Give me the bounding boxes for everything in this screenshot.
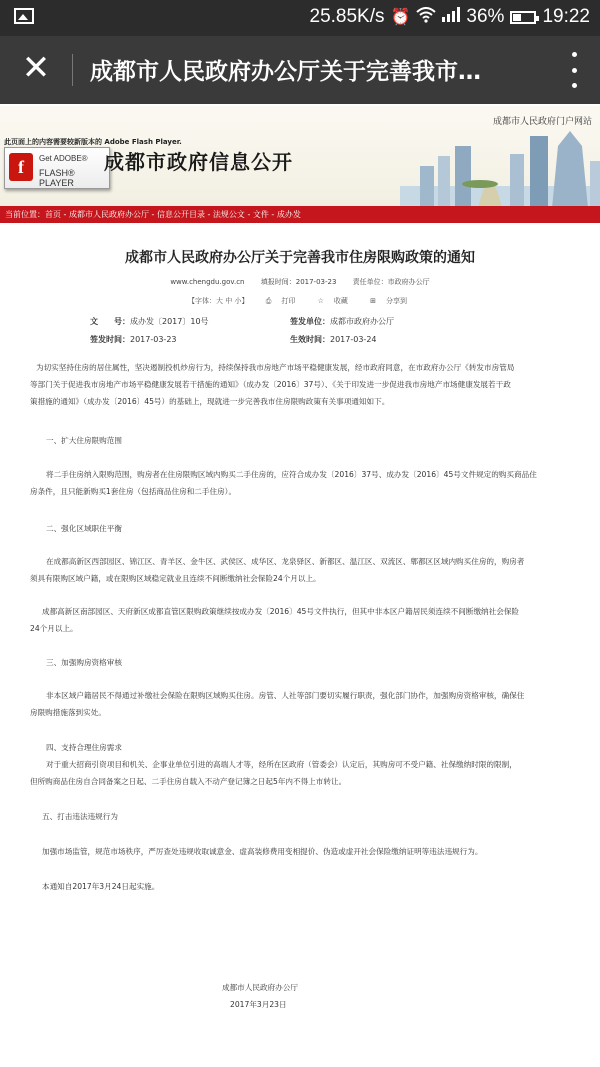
site-title: 成都市政府信息公开 — [104, 150, 293, 174]
body-line: 24个月以上。 — [30, 624, 78, 633]
fill-time: 填报时间：2017-03-23 — [260, 278, 337, 286]
issuer: 签发单位：成都市政府办公厅 — [290, 317, 394, 326]
body-line: 非本区域户籍居民不得通过补缴社会保险在限购区域购买住房。房管、人社等部门要切实履行职责，强化部门协作，加强购房资格审核，确保住 — [46, 691, 525, 700]
favorite-button[interactable] — [313, 297, 353, 305]
font-size-tool[interactable]: 【字体：大 中 小】 — [188, 297, 249, 305]
print-label: 打印 — [281, 297, 296, 305]
body-line: 但所购商品住房自合同备案之日起、二手住房自载入不动产登记簿之日起5年内不得上市转让。 — [30, 777, 347, 786]
get-flash-button[interactable] — [4, 147, 110, 189]
body-line: 对于重大招商引资项目和机关、企事业单位引进的高端人才等，经所在区政府（管委会）认定后，其购房可不受户籍、社保缴纳时限的限制， — [46, 760, 517, 769]
print-button[interactable] — [261, 297, 301, 305]
clock: 19:22 — [542, 6, 590, 27]
battery-icon — [510, 11, 536, 24]
site-banner — [0, 106, 600, 206]
flash-get-label: Get ADOBE® — [39, 154, 88, 163]
body-line: 策措施的通知》（成办发〔2016〕45号）的基础上，现就进一步完善我市住房限购政策有关事项通知如下。 — [30, 397, 390, 406]
body-line: 房限购措施落到实处。 — [30, 708, 106, 717]
city-skyline-image — [400, 126, 600, 206]
body-line: 在成都高新区西部园区、锦江区、青羊区、金牛区、武侯区、成华区、龙泉驿区、新都区、温江区、双流区、郫都区区域内购买住房的，购房者 — [46, 557, 525, 566]
gallery-icon — [14, 8, 34, 24]
status-bar — [0, 0, 600, 36]
body-line: 成都高新区南部园区、天府新区成都直管区限购政策继续按成办发〔2016〕45号文件执行，但其中非本区户籍居民须连续不间断缴纳社会保险 — [42, 607, 520, 616]
effective-date: 生效时间：2017-03-24 — [290, 335, 377, 344]
sign-day: 2017年3月23日 — [230, 1000, 287, 1009]
wifi-icon — [416, 7, 436, 28]
article-tools — [0, 296, 600, 306]
star-icon: ☆ — [317, 297, 324, 305]
favorite-label: 收藏 — [333, 297, 348, 305]
section-heading: 三、加强购房资格审核 — [46, 658, 122, 667]
body-line: 为切实坚持住房的居住属性，坚决遏制投机炒房行为，持续保持我市房地产市场平稳健康发展，经市政府同意，在市政府办公厅《转发市房管局 — [36, 363, 515, 372]
article-meta — [0, 277, 600, 287]
section-heading: 五、打击违法违规行为 — [42, 812, 118, 821]
toolbar-divider — [72, 54, 73, 86]
flash-notice: 此页面上的内容需要较新版本的 Adobe Flash Player. — [4, 138, 182, 146]
body-line: 加强市场监管，规范市场秩序，严厉查处违规收取诚意金、虚高装修费用变相提价、伪造或虚开社会保险缴纳证明等违法违规行为。 — [42, 847, 483, 856]
sign-date: 签发时间：2017-03-23 — [90, 335, 177, 344]
print-icon: ⎙ — [265, 297, 272, 305]
section-heading: 四、支持合理住房需求 — [46, 743, 122, 752]
article-title: 成都市人民政府办公厅关于完善我市住房限购政策的通知 — [125, 250, 475, 266]
signal-icon — [442, 7, 460, 27]
page-title: 成都市人民政府办公厅关于完善我市… — [90, 59, 481, 85]
flash-name-label: FLASH® PLAYER — [39, 168, 75, 188]
body-line: 等部门关于促进我市房地产市场平稳健康发展若干措施的通知》（成办发〔2016〕37号）、《关于印发进一步促进我市房地产市场健康发展若干政 — [30, 380, 511, 389]
portal-link[interactable]: 成都市人民政府门户网站 — [492, 117, 592, 127]
share-button[interactable] — [365, 297, 412, 305]
site-url[interactable]: www.chengdu.gov.cn — [170, 278, 245, 286]
body-line: 房条件，且只能新购买1套住房（包括商品住房和二手住房）。 — [30, 487, 237, 496]
section-heading: 二、强化区域职住平衡 — [46, 524, 122, 533]
breadcrumb: 当前位置：首页 - 成都市人民政府办公厅 - 信息公开目录 - 法规公文 - 文件 - 成办发 — [0, 206, 600, 223]
network-speed: 25.85K/s — [309, 6, 385, 27]
doc-number: 文 号：成办发〔2017〕10号 — [90, 317, 209, 326]
flash-logo-icon: f — [9, 153, 33, 181]
body-line: 本通知自2017年3月24日起实施。 — [42, 882, 160, 891]
signer: 成都市人民政府办公厅 — [222, 983, 298, 992]
app-toolbar — [0, 36, 600, 104]
body-line: 将二手住房纳入限购范围，购房者在住房限购区域内购买二手住房的，应符合成办发〔2016〕37号、成办发〔2016〕45号文件规定的购买商品住 — [46, 470, 537, 479]
section-heading: 一、扩大住房限购范围 — [46, 436, 122, 445]
share-icon: ⊞ — [370, 297, 376, 305]
share-label: 分享到 — [385, 297, 407, 305]
responsible-dept: 责任单位：市政府办公厅 — [352, 278, 430, 286]
more-options-icon[interactable] — [570, 52, 578, 88]
close-icon[interactable]: ✕ — [21, 48, 51, 88]
alarm-icon: ⏰ — [390, 9, 411, 26]
body-line: 须具有限购区域户籍，或在限购区域稳定就业且连续不间断缴纳社会保险24个月以上。 — [30, 574, 321, 583]
battery-percent: 36% — [466, 6, 505, 27]
